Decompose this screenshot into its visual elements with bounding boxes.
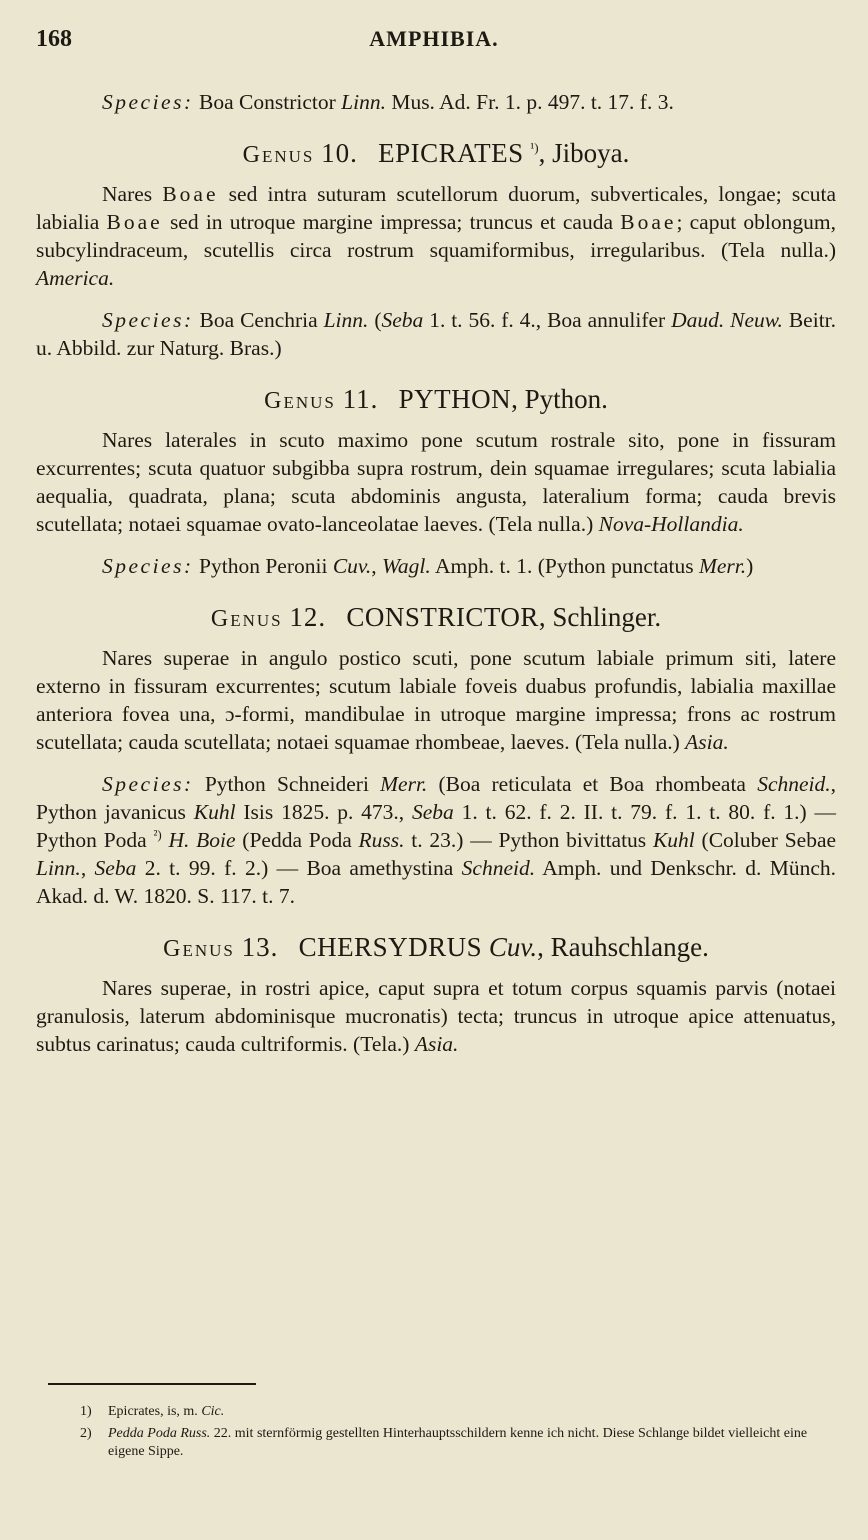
genus-heading-13: Genus 13. CHERSYDRUS Cuv., Rauhschlange. [163,932,709,962]
genus-11-description: Nares laterales in scuto maximo pone scutum rostrale sito, pone in fissuram excurrentes; scuta quatuor subgibba supra rostrum, dein squamae irregulares; scuta labialia aequalia, quadrata, plana; scuta abdominis angusta, lateralium forma; cauda brevis scutellata; notaei squamae ovato-lanceolatae laeves. (Tela nulla.) Nova-Hollandia. [36,428,836,536]
region: Asia. [685,730,729,754]
footnotes [80,1403,840,1465]
page-body [36,88,836,1058]
region: Nova-Hollandia. [598,512,744,536]
genus-heading-10: Genus 10. EPICRATES $^{^1)}$, Jiboya. [242,138,630,168]
genus-10-species: Species: Boa Cenchria Linn. (Seba 1. t. 56. f. 4., Boa annulifer Daud. Neuw. Beitr. u. Abbild. zur Naturg. Bras.) [36,308,837,360]
running-title: AMPHIBIA. [369,26,499,51]
species-label: Species: [102,90,194,114]
genus-12-description: Nares superae in angulo postico scuti, pone scutum labiale primum siti, latere externo in fissuram excurrentes; scutum labiale foveis duabus profundis, labialia maxillae anteriora fovea una, ɔ-formi, mandibulae in utroque margine impressa; frons ac rostrum scutellata; cauda scutellata; notaei squamae rhombeae, laeves. (Tela nulla.) Asia. [36,646,836,754]
genus-10-description: Nares Boae sed intra suturam scutellorum duorum, subverticales, longae; scuta labialia Boae sed in utroque margine impressa; truncus et cauda Boae; caput oblongum, subcylindraceum, scutellis circa rostrum squamiformibus, irregularibus. (Tela nulla.) America. [36,182,837,290]
species-block-boa-constrictor: Species: Boa Constrictor Linn. Mus. Ad. Fr. 1. p. 497. t. 17. f. 3. [102,90,674,114]
genus-12-species: Species: Python Schneideri Merr. (Boa reticulata et Boa rhombeata Schneid., Python javanicus Kuhl Isis 1825. p. 473., Seba 1. t. 62. f. 2. II. t. 79. f. 1. t. 80. f. 1.) — Python Poda $^{^2)}$ H. Boie (Pedda Poda Russ. t. 23.) — Python bivittatus Kuhl (Coluber Sebae Linn., Seba 2. t. 99. f. 2.) — Boa amethystina Schneid. Amph. und Denkschr. d. Münch. Akad. d. W. 1820. S. 117. t. 7. [36,772,837,908]
footnote-2: 2) Pedda Poda Russ. 22. mit sternförmig gestellten Hinterhauptsschildern kenne ich nicht. Diese Schlange bildet vielleicht eine eigene Sippe. [80,1426,808,1459]
region: America. [36,266,115,290]
genus-heading-12: Genus 12. CONSTRICTOR, Schlinger. [210,602,662,632]
footnote-rule [48,1383,256,1385]
footnote-1: 1) Epicrates, is, m. Cic. [80,1404,225,1419]
region: Asia. [414,1032,459,1056]
running-header [36,26,832,66]
footnote-ref-1: ¹) [530,140,539,155]
genus-13-description: Nares superae, in rostri apice, caput supra et totum corpus squamis parvis (notaei granulosis, laterum abdominisque mucronatis) tecta; truncus in utroque apice attenuatus, subtus carinatus; cauda cultriformis. (Tela.) Asia. [36,976,836,1056]
page-number: 168 [36,26,72,52]
genus-heading-11: Genus 11. PYTHON, Python. [264,384,608,414]
footnote-ref-2: ²) [153,826,162,842]
genus-11-species: Species: Python Peronii Cuv., Wagl. Amph. t. 1. (Python punctatus Merr.) [102,554,754,578]
